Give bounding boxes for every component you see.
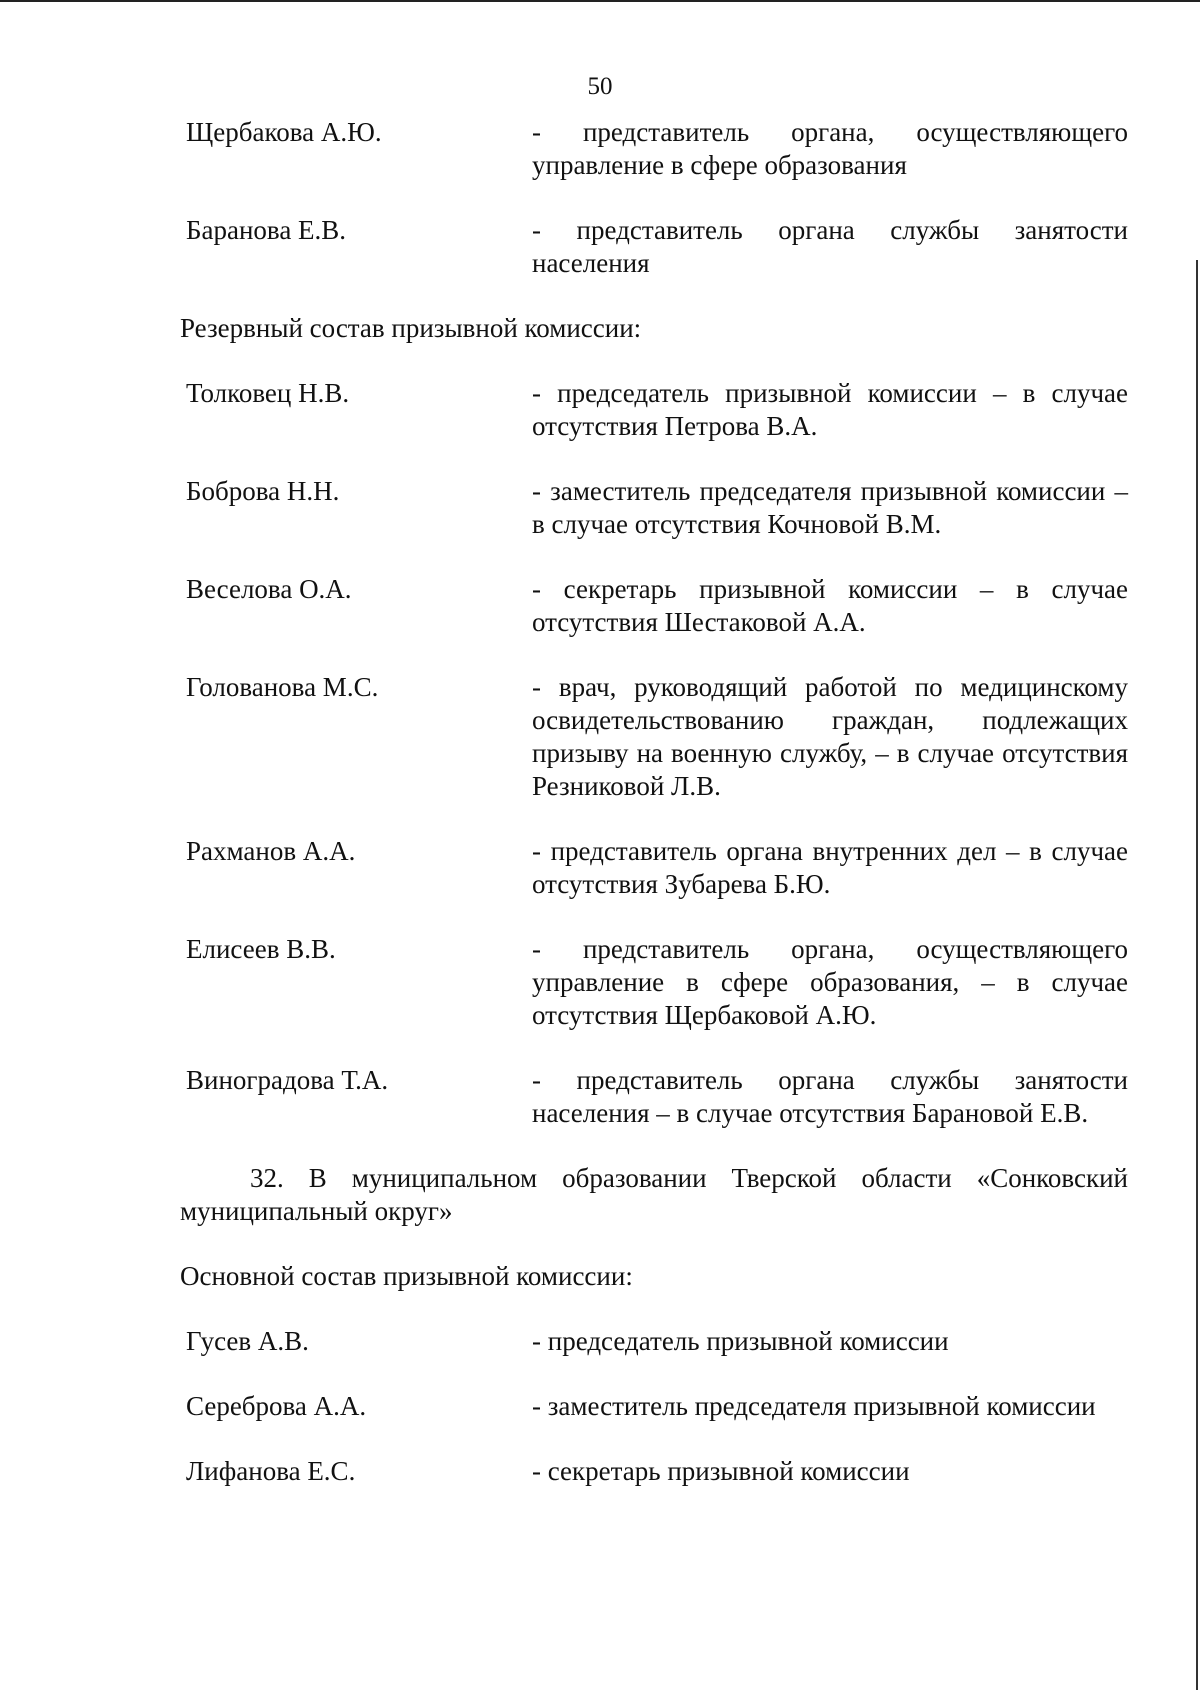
- member-role: - заместитель председателя призывной комиссии: [532, 1391, 1096, 1421]
- member-role: - заместитель председателя призывной комиссии – в случае отсутствия Кочновой В.М.: [532, 476, 1128, 539]
- roster-entry: [180, 933, 1128, 1032]
- member-role: - представитель органа, осуществляющего управление в сфере образования, – в случае отсутствия Щербаковой А.Ю.: [532, 934, 1128, 1030]
- member-name: Голованова М.С.: [186, 672, 379, 702]
- member-name: Рахманов А.А.: [186, 836, 356, 866]
- member-role: - представитель органа внутренних дел – в случае отсутствия Зубарева Б.Ю.: [532, 836, 1128, 899]
- roster-entry: [180, 835, 1128, 901]
- roster-entry: [180, 1325, 1128, 1358]
- member-role: - секретарь призывной комиссии – в случае отсутствия Шестаковой А.А.: [532, 574, 1128, 637]
- member-name: Боброва Н.Н.: [186, 476, 340, 506]
- section-32-paragraph: 32. В муниципальном образовании Тверской области «Сонковский муниципальный округ»: [180, 1163, 1128, 1226]
- roster-entry: [180, 475, 1128, 541]
- member-role: - секретарь призывной комиссии: [532, 1456, 910, 1486]
- member-name: Гусев А.В.: [186, 1326, 309, 1356]
- roster-entry: [180, 1390, 1128, 1423]
- member-name: Щербакова А.Ю.: [186, 117, 382, 147]
- member-name: Виноградова Т.А.: [186, 1065, 389, 1095]
- roster-entry: [180, 377, 1128, 443]
- member-name: Веселова О.А.: [186, 574, 352, 604]
- page-number: 50: [587, 73, 613, 100]
- roster-entry: [180, 1064, 1128, 1130]
- roster-entry: [180, 116, 1128, 182]
- member-role: - врач, руководящий работой по медицинскому освидетельствованию граждан, подлежащих призыву на военную службу, – в случае отсутствия Резниковой Л.В.: [532, 672, 1128, 801]
- document-body: [180, 116, 1128, 1520]
- scan-border-right: [1196, 260, 1198, 1690]
- member-role: - представитель органа, осуществляющего управление в сфере образования: [532, 117, 1128, 180]
- reserve-composition-heading: Резервный состав призывной комиссии:: [180, 313, 642, 343]
- member-role: - представитель органа службы занятости населения: [532, 215, 1128, 278]
- member-name: Елисеев В.В.: [186, 934, 336, 964]
- member-name: Сереброва А.А.: [186, 1391, 367, 1421]
- member-role: - представитель органа службы занятости населения – в случае отсутствия Барановой Е.В.: [532, 1065, 1128, 1128]
- scan-border-top: [0, 0, 1200, 2]
- main-composition-heading: Основной состав призывной комиссии:: [180, 1261, 633, 1291]
- roster-entry: [180, 214, 1128, 280]
- roster-entry: [180, 1455, 1128, 1488]
- member-role: - председатель призывной комиссии – в случае отсутствия Петрова В.А.: [532, 378, 1128, 441]
- roster-entry: [180, 671, 1128, 803]
- member-name: Баранова Е.В.: [186, 215, 347, 245]
- member-role: - председатель призывной комиссии: [532, 1326, 949, 1356]
- roster-entry: [180, 573, 1128, 639]
- member-name: Толковец Н.В.: [186, 378, 350, 408]
- member-name: Лифанова Е.С.: [186, 1456, 356, 1486]
